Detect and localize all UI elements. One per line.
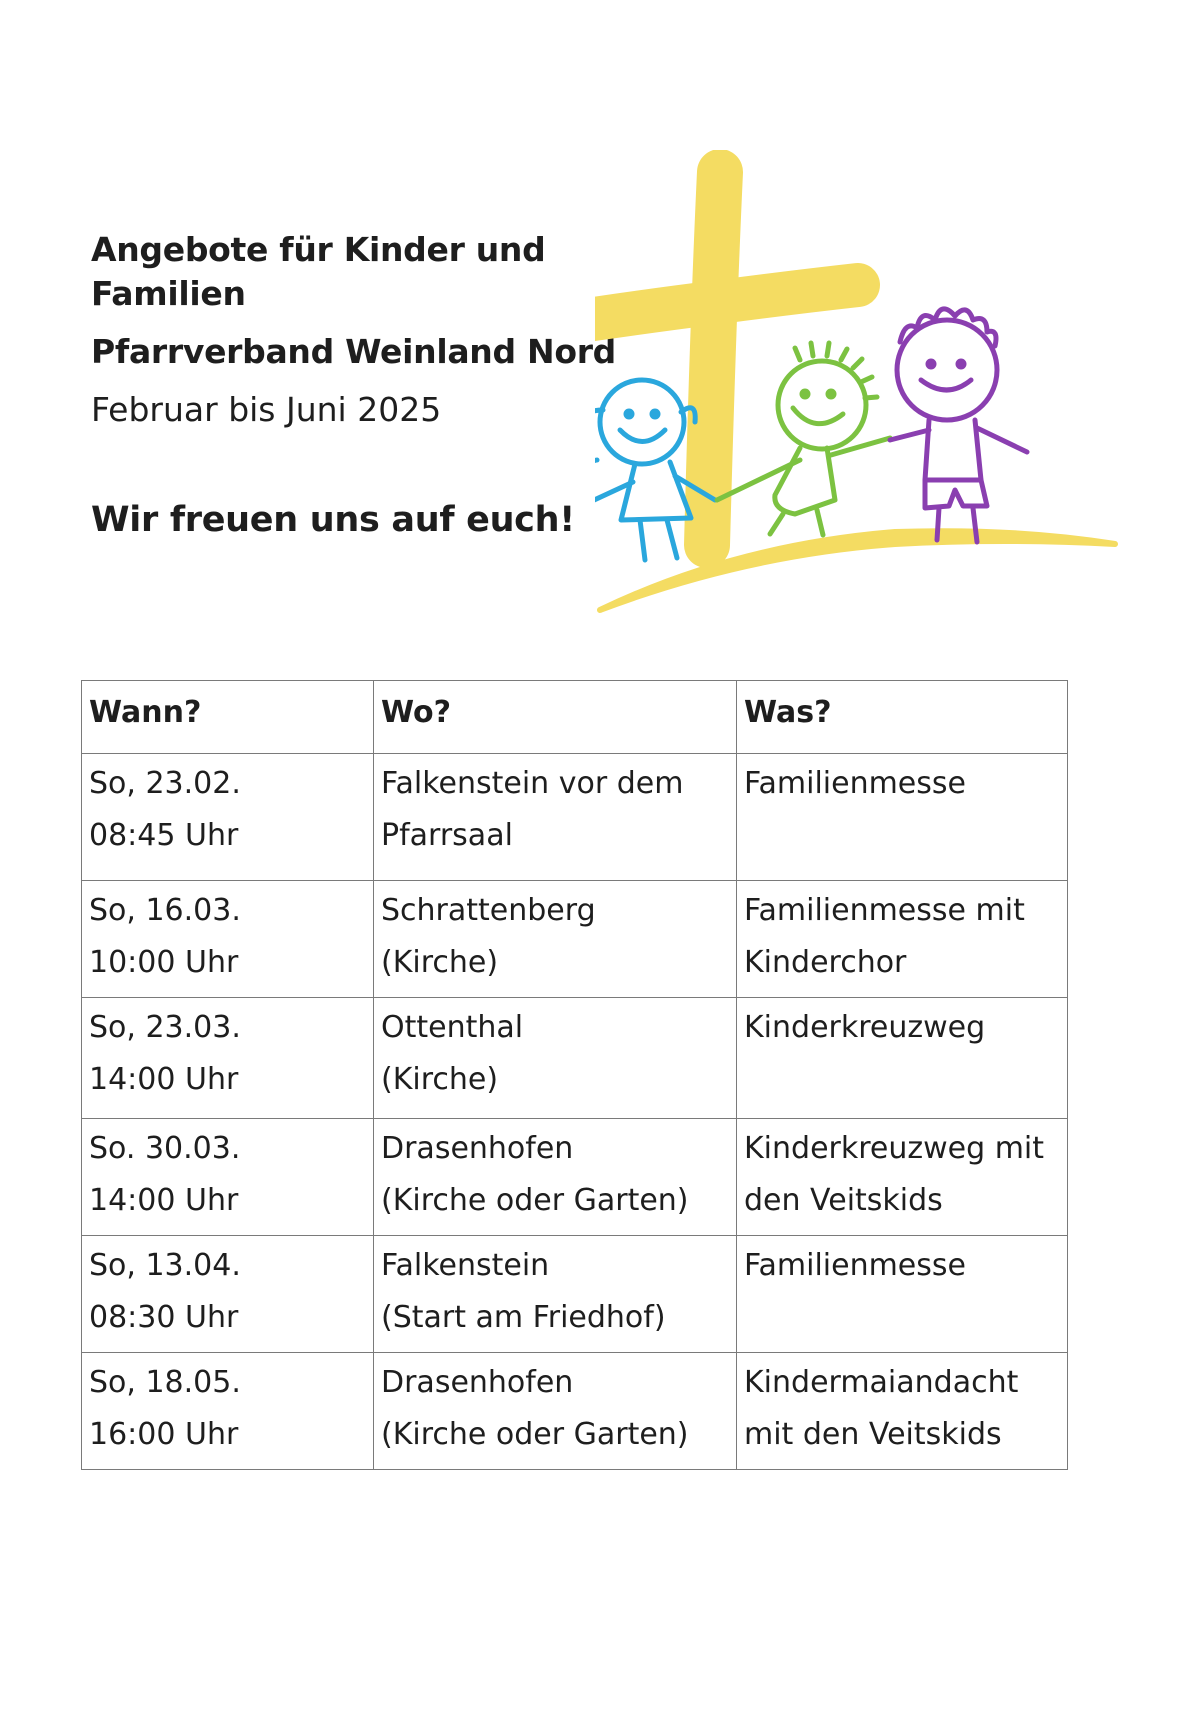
location-text: Drasenhofen bbox=[381, 1131, 574, 1166]
location-detail-text: (Start am Friedhof) bbox=[381, 1300, 666, 1335]
cell-was bbox=[737, 1353, 1068, 1470]
cell-was bbox=[737, 1119, 1068, 1236]
parish-name: Pfarrverband Weinland Nord bbox=[91, 332, 617, 371]
ground-arc bbox=[600, 531, 1115, 610]
cell-wann bbox=[82, 998, 374, 1119]
column-header-was: Was? bbox=[737, 681, 1068, 754]
date-text: So, 13.04. bbox=[89, 1248, 241, 1283]
cell-wo bbox=[374, 1236, 737, 1353]
location-text: Ottenthal bbox=[381, 1010, 524, 1045]
event-detail-text: Kinderchor bbox=[744, 945, 907, 980]
table-row bbox=[82, 1353, 1068, 1470]
date-text: So, 18.05. bbox=[89, 1365, 241, 1400]
table-row bbox=[82, 1236, 1068, 1353]
location-text: Drasenhofen bbox=[381, 1365, 574, 1400]
event-text: Kinderkreuzweg mit bbox=[744, 1131, 1045, 1166]
time-text: 10:00 Uhr bbox=[89, 945, 239, 980]
cell-wann bbox=[82, 754, 374, 881]
table-row bbox=[82, 1119, 1068, 1236]
table-header-row bbox=[82, 681, 1068, 754]
location-detail-text: (Kirche oder Garten) bbox=[381, 1183, 689, 1218]
time-text: 16:00 Uhr bbox=[89, 1417, 239, 1452]
event-text: Kindermaiandacht bbox=[744, 1365, 1019, 1400]
schedule-table bbox=[81, 680, 1068, 1470]
location-text: Falkenstein bbox=[381, 1248, 550, 1283]
cell-wann bbox=[82, 881, 374, 998]
cross-horizontal bbox=[595, 285, 858, 320]
event-text: Kinderkreuzweg bbox=[744, 1010, 986, 1045]
cell-was bbox=[737, 998, 1068, 1119]
date-range: Februar bis Juni 2025 bbox=[91, 390, 442, 429]
event-detail-text: den Veitskids bbox=[744, 1183, 943, 1218]
date-text: So, 16.03. bbox=[89, 893, 241, 928]
child-right-icon bbox=[890, 309, 1027, 542]
cell-was bbox=[737, 754, 1068, 881]
time-text: 14:00 Uhr bbox=[89, 1062, 239, 1097]
column-header-wo: Wo? bbox=[374, 681, 737, 754]
location-text: Falkenstein vor dem bbox=[381, 766, 684, 801]
cell-wo bbox=[374, 754, 737, 881]
cell-wann bbox=[82, 1353, 374, 1470]
table-row bbox=[82, 881, 1068, 998]
cell-was bbox=[737, 881, 1068, 998]
date-text: So, 23.02. bbox=[89, 766, 241, 801]
table-row bbox=[82, 754, 1068, 881]
event-text: Familienmesse bbox=[744, 766, 966, 801]
greeting: Wir freuen uns auf euch! bbox=[91, 500, 575, 540]
cell-wo bbox=[374, 1119, 737, 1236]
time-text: 14:00 Uhr bbox=[89, 1183, 239, 1218]
location-detail-text: (Kirche oder Garten) bbox=[381, 1417, 689, 1452]
time-text: 08:45 Uhr bbox=[89, 818, 239, 853]
cell-was bbox=[737, 1236, 1068, 1353]
column-header-wann: Wann? bbox=[82, 681, 374, 754]
event-text: Familienmesse bbox=[744, 1248, 966, 1283]
cell-wo bbox=[374, 1353, 737, 1470]
date-text: So, 23.03. bbox=[89, 1010, 241, 1045]
cell-wo bbox=[374, 881, 737, 998]
page-title: Angebote für Kinder und Familien bbox=[91, 230, 546, 313]
child-middle-icon bbox=[717, 343, 890, 535]
time-text: 08:30 Uhr bbox=[89, 1300, 239, 1335]
cross-vertical bbox=[707, 172, 720, 545]
event-detail-text: mit den Veitskids bbox=[744, 1417, 1002, 1452]
location-detail-text: (Kirche) bbox=[381, 945, 499, 980]
cross-with-children-icon bbox=[595, 150, 1125, 620]
cell-wo bbox=[374, 998, 737, 1119]
location-detail-text: (Kirche) bbox=[381, 1062, 499, 1097]
cell-wann bbox=[82, 1119, 374, 1236]
date-text: So. 30.03. bbox=[89, 1131, 241, 1166]
event-text: Familienmesse mit bbox=[744, 893, 1025, 928]
location-text: Schrattenberg bbox=[381, 893, 596, 928]
location-detail-text: Pfarrsaal bbox=[381, 818, 513, 853]
cell-wann bbox=[82, 1236, 374, 1353]
table-row bbox=[82, 998, 1068, 1119]
